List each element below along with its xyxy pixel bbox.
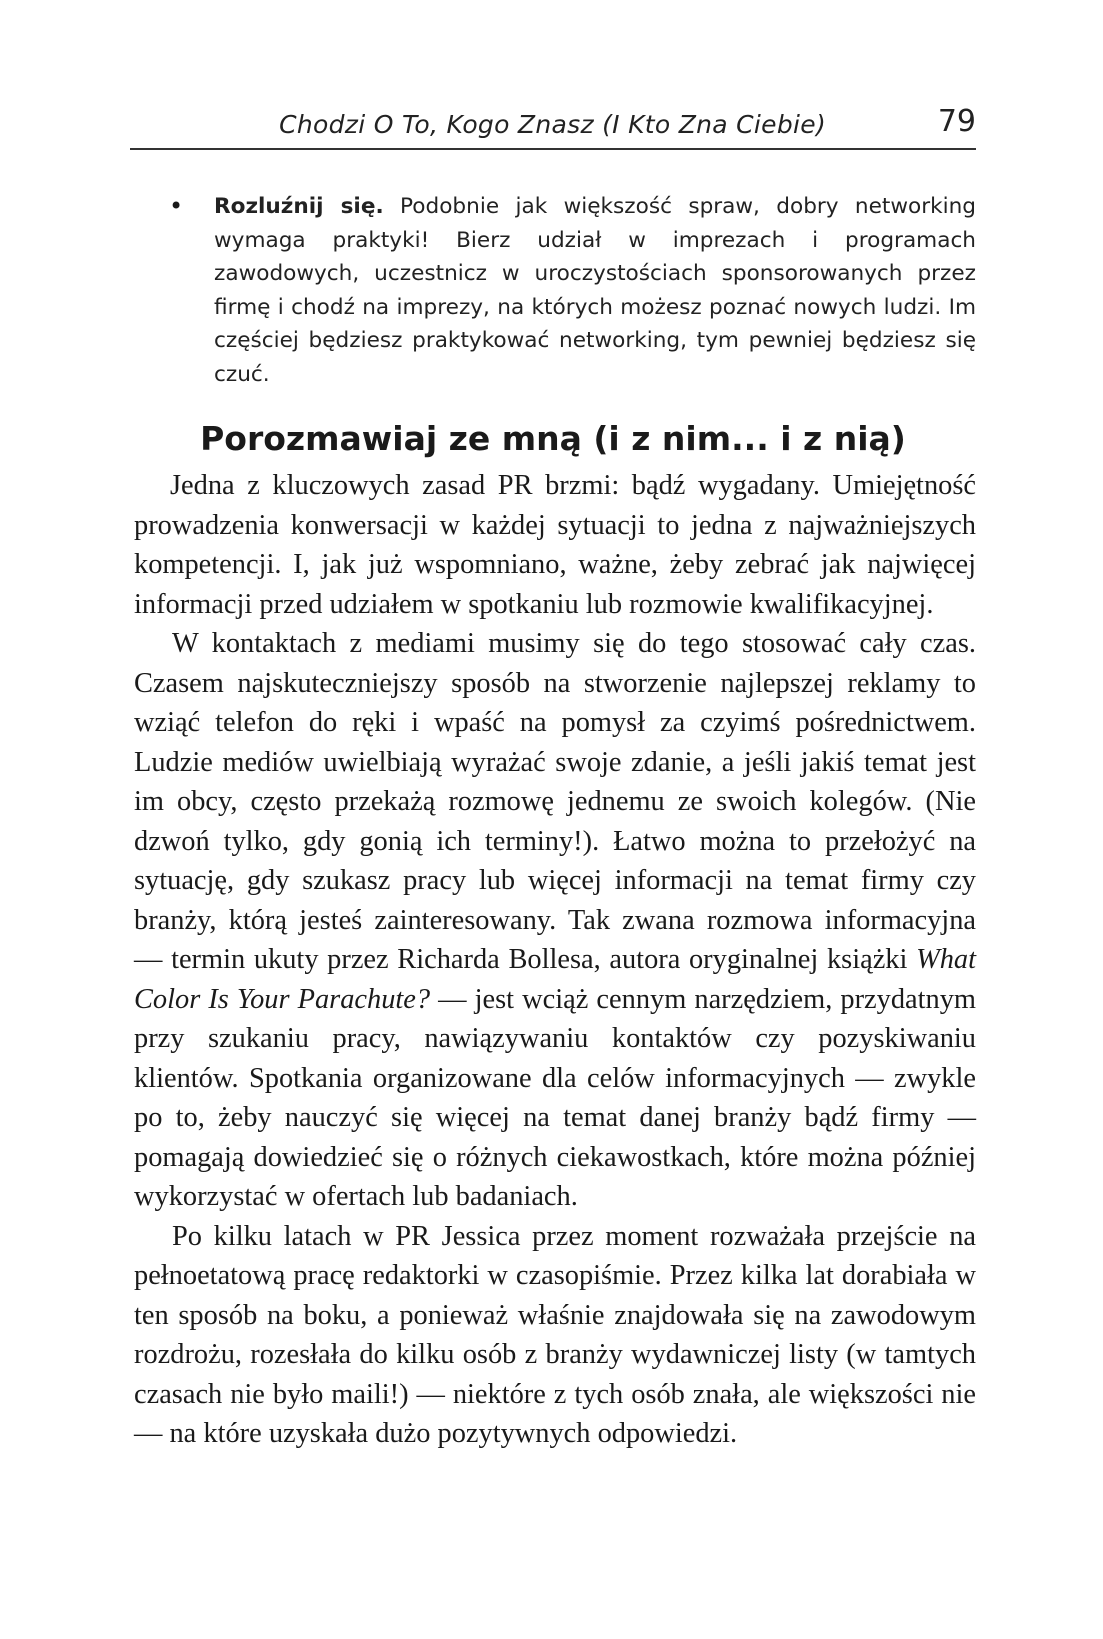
- bullet-list-item: [169, 190, 977, 392]
- paragraph-3: Po kilku latach w PR Jessica przez moment rozważała przejście na pełnoetatową pracę redaktorki w czasopiśmie. Przez kilka lat dorabiała w ten sposób na boku, a ponieważ właśnie znajdowała się na zawodowym rozdrożu, rozesłała do kilku osób z branży wydawniczej listy (w tamtych czasach nie było maili!) — niektóre z tych osób znała, ale większości nie — na które uzyskała dużo pozytywnych odpowiedzi.: [134, 1220, 976, 1449]
- paragraph-1: Jedna z kluczowych zasad PR brzmi: bądź wygadany. Umiejętność prowadzenia konwersacji w każdej sytuacji to jedna z najważniejszych kompetencji. I, jak już wspomniano, ważne, żeby zebrać jak najwięcej informacji przed udziałem w spotkaniu lub rozmowie kwalifikacyjnej.: [134, 470, 976, 620]
- bullet-body: Podobnie jak większość spraw, dobry networking wymaga praktyki! Bierz udział w imprezach i programach zawodowych, uczestnicz w uroczystościach sponsorowanych przez firmę i chodź na imprezy, na których możesz poznać nowych ludzi. Im częściej będziesz praktykować networking, tym pewniej będziesz się czuć.: [214, 194, 977, 387]
- paragraph-2-text: W kontaktach z mediami musimy się do tego stosować cały czas. Czasem najskuteczniejszy sposób na stworzenie najlepszej reklamy to wziąć telefon do ręki i wpaść na pomysł za czyimś pośrednictwem. Ludzie mediów uwielbiają wyrażać swoje zdanie, a jeśli jakiś temat jest im obcy, często przekażą rozmowę jednemu ze swoich kolegów. (Nie dzwoń tylko, gdy gonią ich terminy!). Łatwo można to przełożyć na sytuację, gdy szukasz pracy lub więcej informacji na temat firmy czy branży, którą jesteś zainteresowany. Tak zwana rozmowa informacyjna — termin ukuty przez Richarda Bollesa, autora oryginalnej książki: [134, 628, 976, 975]
- running-header: [130, 104, 976, 150]
- bullet-marker: •: [169, 192, 184, 220]
- book-title: What Color Is Your Parachute?: [134, 944, 976, 1015]
- running-title: Chodzi O To, Kogo Znasz (I Kto Zna Ciebie): [279, 110, 826, 139]
- bullet-text: [214, 190, 976, 392]
- paragraph-2-text-continued: — jest wciąż cennym narzędziem, przydatnym przy szukaniu pracy, nawiązywaniu kontaktów czy pozyskiwaniu klientów. Spotkania organizowane dla celów informacyjnych — zwykle po to, żeby nauczyć się więcej na temat danej branży bądź firmy — pomagają dowiedzieć się o różnych ciekawostkach, które można później wykorzystać w ofertach lub badaniach.: [134, 983, 976, 1212]
- bullet-lead: Rozluźnij się.: [214, 194, 384, 219]
- page-number: 79: [937, 104, 976, 139]
- paragraph-2: [134, 624, 976, 1217]
- body-text: [134, 466, 976, 1454]
- section-heading: Porozmawiaj ze mną (i z nim... i z nią): [200, 419, 906, 458]
